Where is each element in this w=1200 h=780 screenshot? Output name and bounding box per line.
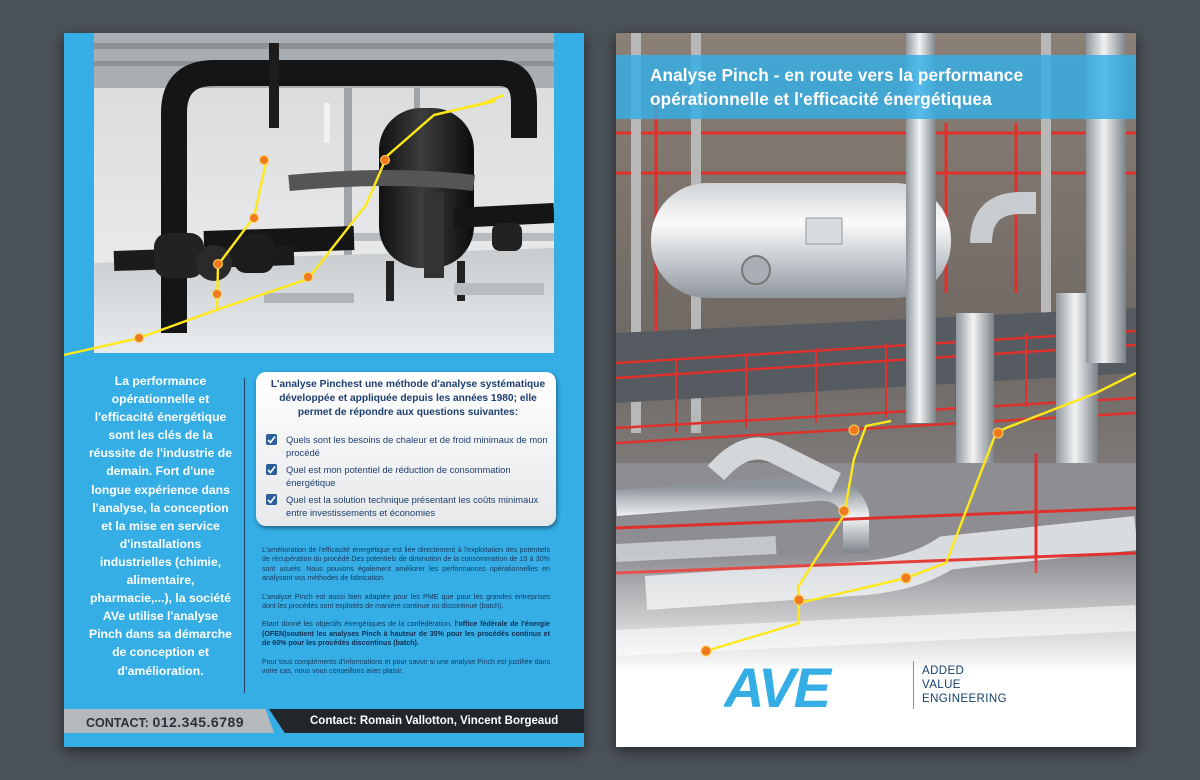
title-line: opérationnelle et l'efficacité énergétiquea — [650, 89, 992, 109]
phone-number: 012.345.6789 — [152, 714, 245, 730]
checkmark-icon — [266, 464, 277, 475]
paragraph: L'amélioration de l'efficacité énergétique est liée directement à l'exploitation des potentiels de récupération du procédé.Des potentiels de diminution de la consommation de 10 à 30% sont usuels. Nous pouvons également améliorer les performances opérationnelles en analysant vos méthodes de fabrication. — [262, 546, 550, 583]
pinch-curve-left — [64, 33, 584, 363]
faq-item-text: Quels sont les besoins de chaleur et de froid minimaux de mon procédé — [286, 434, 548, 458]
industrial-plant-photo — [616, 33, 1136, 673]
logo-divider — [913, 661, 914, 709]
intro-text: La performance opérationnelle et l'efficacité énergétique sont les clés de la réussite de l'industrie de demain. Fort d'une longue expérience dans l'analyse, la conception et la mise en service d'installations industrielles (chimie, alimentaire, pharmacie,...), la société AVe utilise l'analyse Pinch dans sa démarche de conception et d'amélioration. — [88, 374, 233, 678]
contact-names: Contact: Romain Vallotton, Vincent Borgeaud — [310, 715, 559, 727]
left-brochure-page — [64, 33, 584, 747]
checkmark-icon — [266, 494, 277, 505]
contact-label: CONTACT: — [86, 716, 149, 730]
paragraph-start: Etant donné les objectifs énergétiques de la confédération, — [262, 620, 455, 629]
logo-tagline: ADDED — [922, 665, 965, 677]
checkmark-icon — [266, 434, 277, 445]
column-divider — [244, 378, 245, 693]
paragraph-highlight: l'office fédérale de l'énergie (OFEN)soutient les analyses Pinch à hauteur de 35% pour les procédés continus et de 60% pour les procédés discontinus (batch). — [262, 620, 550, 648]
ave-logo — [724, 661, 910, 713]
logo-tagline: VALUE — [922, 679, 961, 691]
right-brochure-page — [616, 33, 1136, 747]
title-line: Analyse Pinch - en route vers la performance — [650, 65, 1024, 85]
faq-item-text: Quel est la solution technique présentant les coûts minimaux entre investissements et économies — [286, 494, 539, 518]
body-text — [262, 546, 550, 685]
paragraph: L'analyse Pinch est aussi bien adaptée pour les PME que pour les grandes entreprises dont les procédés sont exploités de manière continue ou discontinue (batch). — [262, 592, 550, 611]
paragraph: Pour tous compléments d'informations et pour savoir si une analyse Pinch est justifiée dans votre cas, nous vous conseillons avec plaisir. — [262, 657, 550, 676]
faq-intro: L'analyse Pinchest une méthode d'analyse systématique développée et appliquée depuis les années 1980; elle permet de répondre aux questions suivantes: — [270, 379, 546, 418]
logo-letters: AVE — [724, 661, 829, 713]
logo-tagline: ENGINEERING — [922, 693, 1007, 705]
brochure-title — [650, 63, 1110, 111]
faq-item-text: Quel est mon potentiel de réduction de consommation énergétique — [286, 464, 511, 488]
contact-phone — [86, 714, 244, 730]
faq-box — [256, 372, 556, 526]
paragraph — [262, 620, 550, 648]
